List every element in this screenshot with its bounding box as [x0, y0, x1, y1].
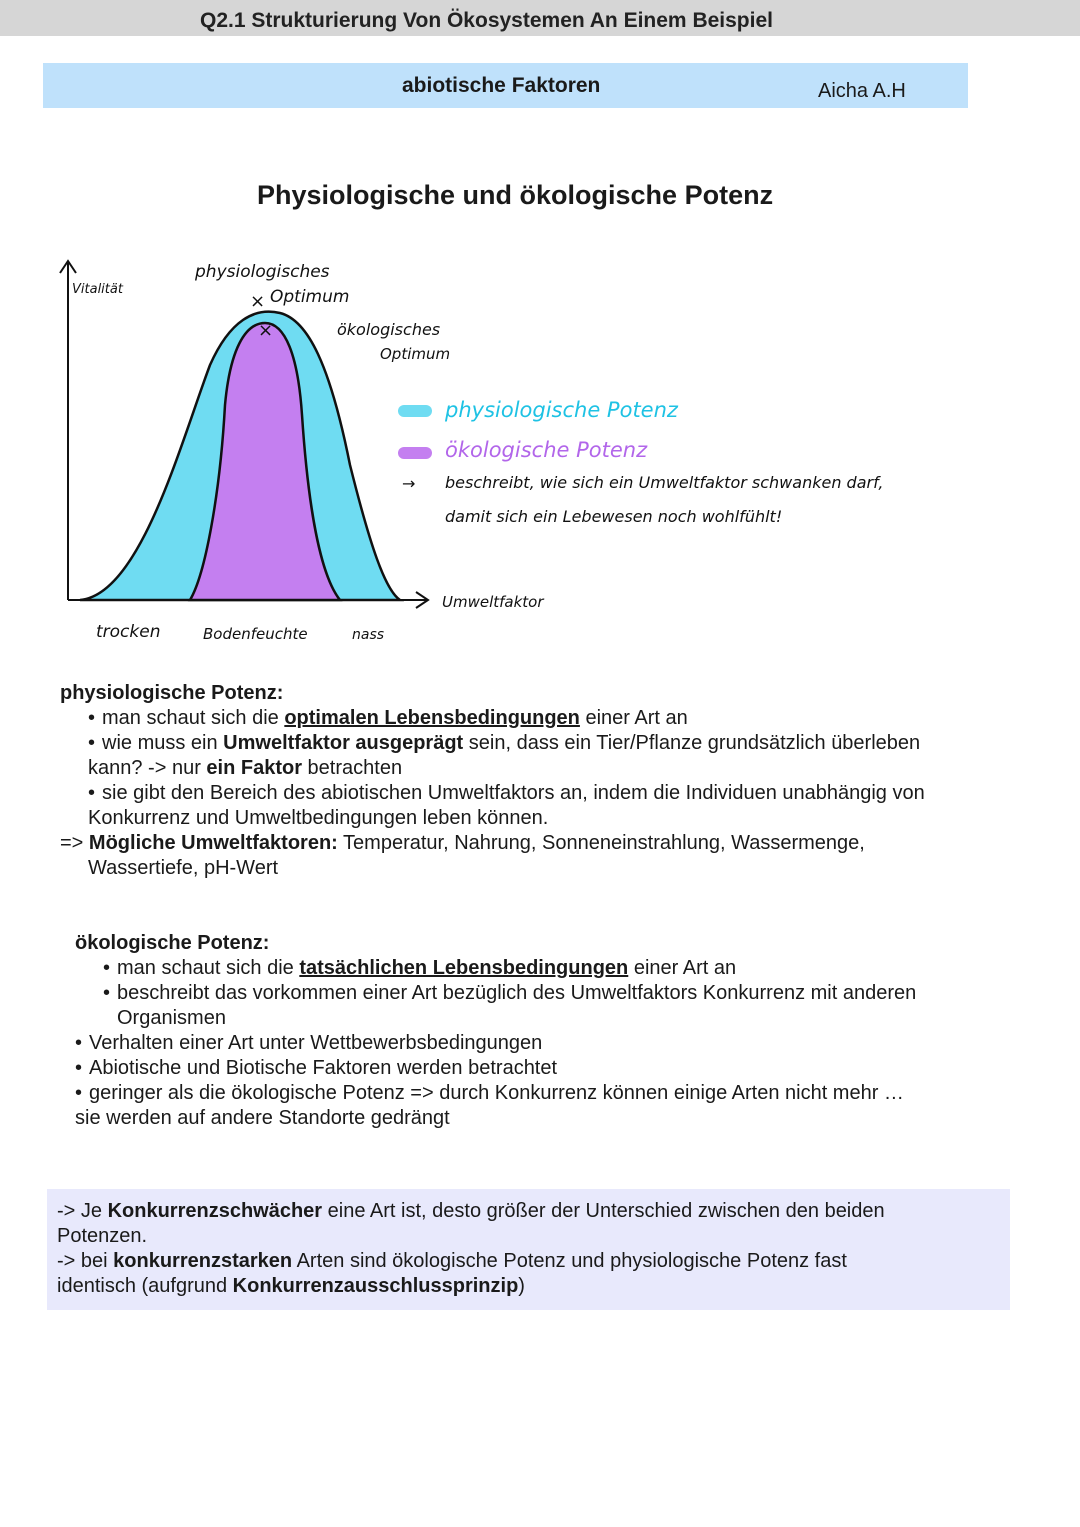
- header-title: Q2.1 Strukturierung Von Ökosystemen An Einem Beispiel: [200, 9, 773, 32]
- summary-box: [47, 1189, 1010, 1310]
- banner-topic: abiotische Faktoren: [402, 74, 601, 97]
- physio-heading: physiologische Potenz:: [60, 682, 284, 704]
- legend-physio-label: physiologische Potenz: [445, 398, 678, 422]
- header-bar: [0, 0, 1080, 36]
- y-axis-label: Vitalität: [72, 282, 123, 297]
- oeko-optimum-label-1: ökologisches: [337, 320, 441, 339]
- topic-banner: [43, 63, 968, 108]
- oeko-bullet-5: • geringer als die ökologische Potenz => durch Konkurrenz können einige Arten nicht mehr …: [75, 1082, 904, 1104]
- summary-line-4: identisch (aufgrund Konkurrenzausschlussprinzip): [57, 1275, 525, 1297]
- oeko-bullet-4: • Abiotische und Biotische Faktoren werden betrachtet: [75, 1057, 558, 1079]
- summary-line-1: -> Je Konkurrenzschwächer eine Art ist, desto größer der Unterschied zwischen den beiden: [57, 1200, 885, 1222]
- note-line-2: damit sich ein Lebewesen noch wohlfühlt!: [445, 507, 783, 526]
- note-arrow: →: [402, 474, 416, 493]
- physio-bullet-3-cont: Konkurrenz und Umweltbedingungen leben können.: [88, 807, 549, 829]
- summary-line-3: -> bei konkurrenzstarken Arten sind ökologische Potenz und physiologische Potenz fast: [57, 1250, 847, 1272]
- potenz-diagram: [40, 245, 884, 655]
- x-axis-label: Umweltfaktor: [442, 593, 544, 611]
- x-tick-bodenfeuchte: Bodenfeuchte: [203, 625, 308, 643]
- legend-oeko-swatch: [398, 447, 432, 459]
- legend-physio-swatch: [398, 405, 432, 417]
- physio-optimum-label-1: physiologisches: [195, 262, 330, 282]
- x-tick-trocken: trocken: [96, 622, 161, 642]
- physio-bullet-2-cont: kann? -> nur ein Faktor betrachten: [88, 757, 403, 779]
- banner-author: Aicha A.H: [818, 80, 906, 102]
- oeko-bullet-2-cont: Organismen: [117, 1007, 226, 1029]
- physio-factors: => Mögliche Umweltfaktoren: Temperatur, Nahrung, Sonneneinstrahlung, Wassermenge,: [60, 832, 865, 854]
- physio-bullet-2: • wie muss ein Umweltfaktor ausgeprägt sein, dass ein Tier/Pflanze grundsätzlich überleben: [88, 732, 921, 754]
- summary-line-2: Potenzen.: [57, 1225, 148, 1247]
- oeko-bullet-3: • Verhalten einer Art unter Wettbewerbsbedingungen: [75, 1032, 543, 1054]
- oeko-optimum-marker: ×: [258, 320, 274, 341]
- oeko-bullet-5-cont: sie werden auf andere Standorte gedrängt: [75, 1107, 450, 1129]
- physio-factors-cont: Wassertiefe, pH-Wert: [88, 857, 279, 879]
- oeko-bullet-2: • beschreibt das vorkommen einer Art bezüglich des Umweltfaktors Konkurrenz mit anderen: [103, 982, 917, 1004]
- note-line-1: beschreibt, wie sich ein Umweltfaktor schwanken darf,: [445, 473, 884, 492]
- oeko-heading: ökologische Potenz:: [75, 932, 270, 954]
- x-tick-nass: nass: [352, 627, 385, 643]
- physio-section: [60, 681, 1020, 881]
- page-title: Physiologische und ökologische Potenz: [257, 180, 774, 210]
- physio-optimum-label-2: Optimum: [270, 287, 350, 307]
- oeko-optimum-label-2: Optimum: [380, 345, 451, 363]
- legend-oeko-label: ökologische Potenz: [445, 438, 648, 462]
- physio-bullet-1: • man schaut sich die optimalen Lebensbedingungen einer Art an: [88, 707, 688, 729]
- physio-optimum-marker: ×: [250, 291, 266, 312]
- oeko-section: [75, 931, 1015, 1131]
- physio-bullet-3: • sie gibt den Bereich des abiotischen Umweltfaktors an, indem die Individuen unabhängig von: [88, 782, 925, 804]
- oeko-bullet-1: • man schaut sich die tatsächlichen Lebensbedingungen einer Art an: [103, 957, 737, 979]
